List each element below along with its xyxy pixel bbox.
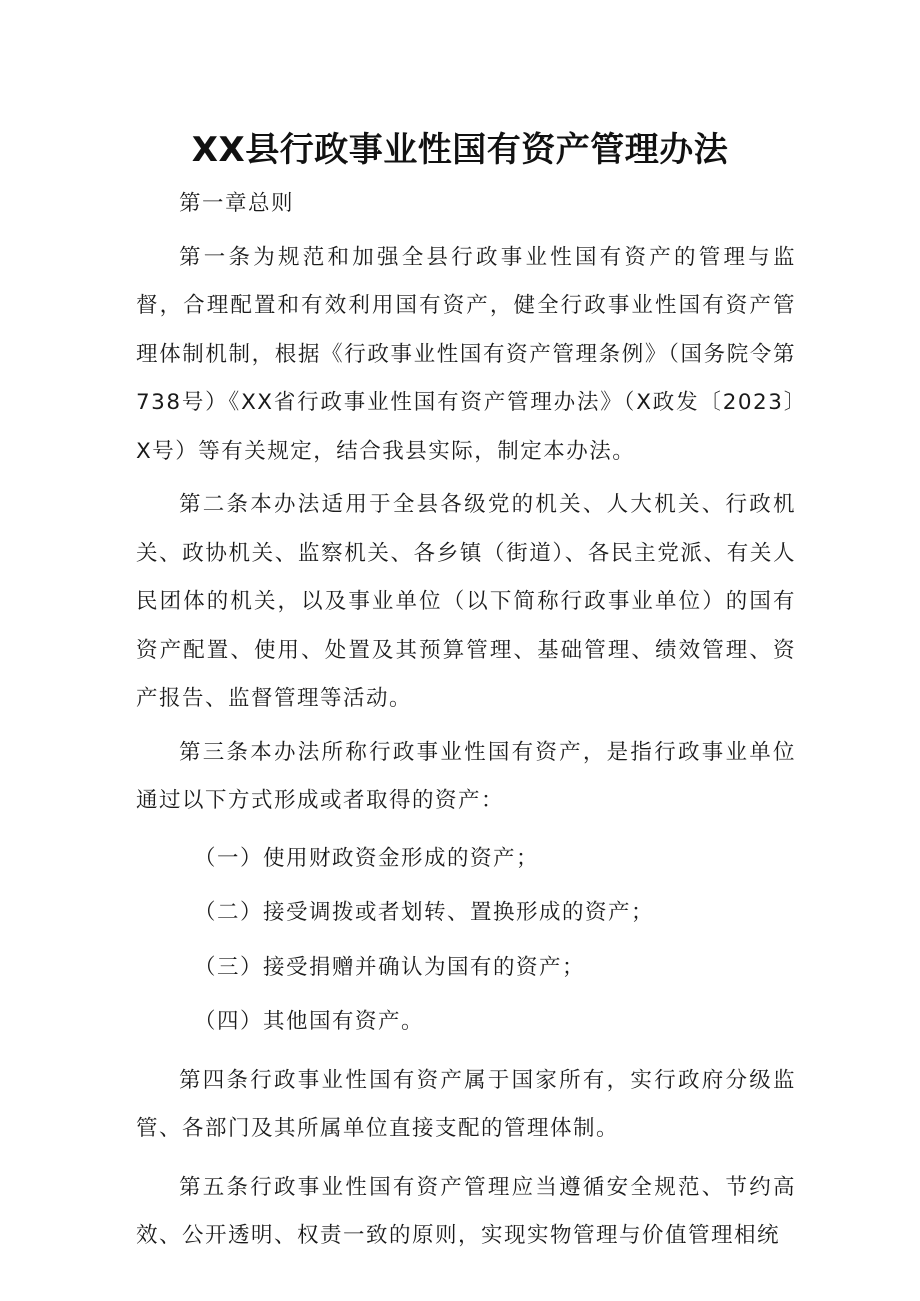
list-item: （二）接受调拨或者划转、置换形成的资产； xyxy=(194,900,655,925)
list-item: （三）接受捐赠并确认为国有的资产； xyxy=(194,954,586,980)
list-item: （一）使用财政资金形成的资产； xyxy=(194,845,540,871)
article-3-paragraph: 第三条本办法所称行政事业性国有资产，是指行政事业单位通过以下方式形成或者取得的资产： xyxy=(136,739,796,813)
article-2-paragraph: 第二条本办法适用于全县各级党的机关、人大机关、行政机关、政协机关、监察机关、各乡镇（街道）、各民主党派、有关人民团体的机关，以及事业单位（以下简称行政事业单位）的国有资产配置、使用、处置及其预算管理、基础管理、绩效管理、资产报告、监督管理等活动。 xyxy=(136,492,796,711)
chapter-heading: 第一章总则 xyxy=(179,191,295,216)
document-title: XX县行政事业性国有资产管理办法 xyxy=(191,130,729,170)
list-item: （四）其他国有资产。 xyxy=(194,1009,425,1034)
document-body xyxy=(136,180,796,1261)
article-5-paragraph: 第五条行政事业性国有资产管理应当遵循安全规范、节约高效、公开透明、权责一致的原则，实现实物管理与价值管理相统 xyxy=(136,1174,796,1248)
article-1-paragraph: 第一条为规范和加强全县行政事业性国有资产的管理与监督，合理配置和有效利用国有资产，健全行政事业性国有资产管理体制机制，根据《行政事业性国有资产管理条例》（国务院令第738号）《XX省行政事业性国有资产管理办法》（X政发〔2023〕X号）等有关规定，结合我县实际，制定本办法。 xyxy=(136,244,796,464)
article-4-paragraph: 第四条行政事业性国有资产属于国家所有，实行政府分级监管、各部门及其所属单位直接支配的管理体制。 xyxy=(136,1067,796,1141)
